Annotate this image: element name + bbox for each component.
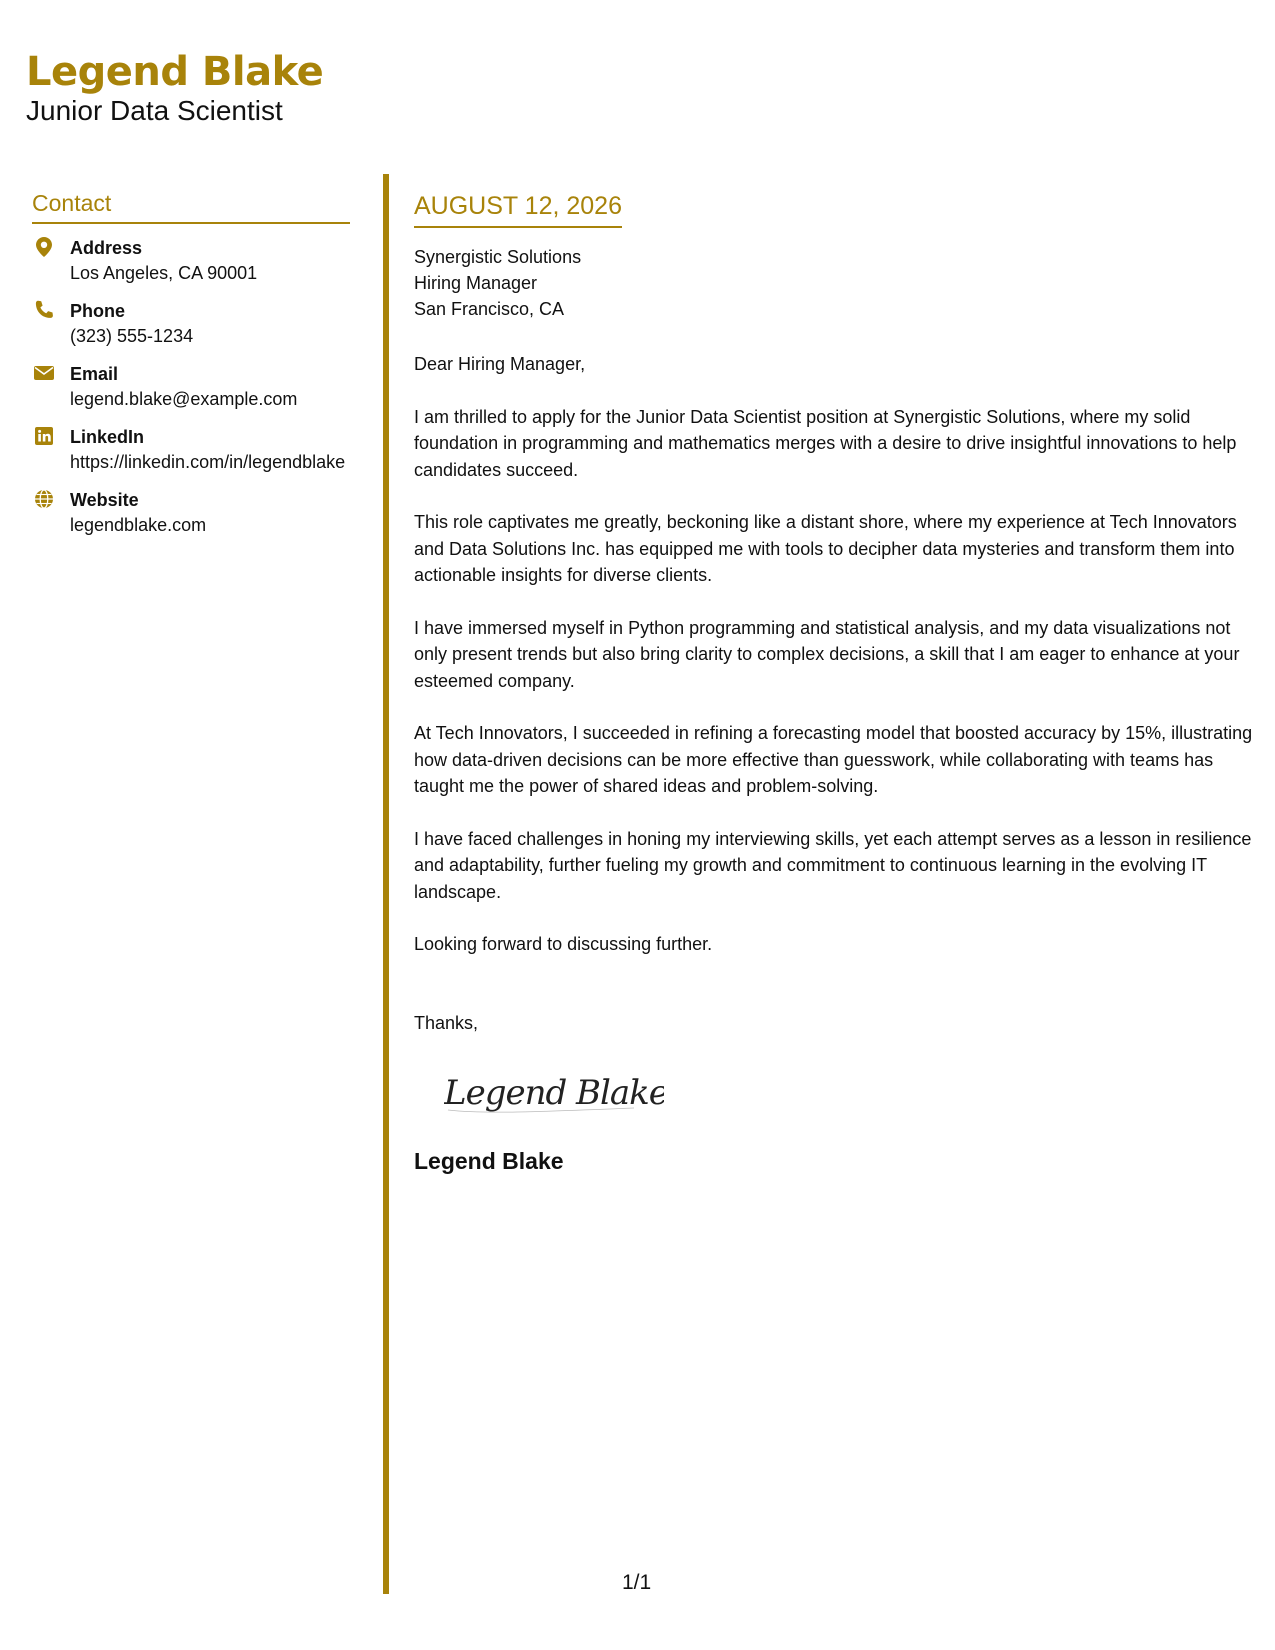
applicant-name: Legend Blake bbox=[26, 49, 324, 95]
phone-icon bbox=[34, 299, 54, 321]
phone-label: Phone bbox=[70, 301, 126, 321]
website-label: Website bbox=[70, 490, 139, 510]
closing: Thanks, bbox=[414, 1012, 479, 1033]
letter-date: AUGUST 12, 2026 bbox=[414, 190, 622, 228]
linkedin-label: LinkedIn bbox=[70, 427, 145, 447]
address-label: Address bbox=[70, 238, 143, 258]
contact-item-address bbox=[32, 236, 350, 286]
envelope-icon bbox=[34, 362, 54, 384]
recipient-role: Hiring Manager bbox=[414, 273, 538, 293]
contact-item-website bbox=[32, 488, 350, 538]
job-title: Junior Data Scientist bbox=[26, 95, 283, 126]
recipient-location: San Francisco, CA bbox=[414, 299, 565, 319]
contact-sidebar bbox=[32, 188, 350, 551]
letter-paragraph: I have faced challenges in honing my interviewing skills, yet each attempt serves as a lesson in resilience and adaptability, further fueling my growth and commitment to continuous learning in the evolving IT landscape. bbox=[414, 828, 1252, 902]
contact-item-phone bbox=[32, 299, 350, 349]
letter-paragraph: At Tech Innovators, I succeeded in refining a forecasting model that boosted accuracy by 15%, illustrating how data-driven decisions can be more effective than guesswork, while collaborating with teams has taught me the power of shared ideas and problem-solving. bbox=[414, 723, 1253, 796]
vertical-divider bbox=[383, 174, 389, 1594]
signer-name: Legend Blake bbox=[414, 1148, 564, 1174]
address-value: Los Angeles, CA 90001 bbox=[70, 263, 258, 283]
linkedin-icon bbox=[34, 425, 54, 447]
website-value[interactable]: legendblake.com bbox=[70, 515, 207, 535]
signature-text: Legend Blake bbox=[444, 1073, 664, 1113]
map-pin-icon bbox=[34, 236, 54, 258]
recipient-block bbox=[414, 244, 1254, 322]
email-value[interactable]: legend.blake@example.com bbox=[70, 389, 298, 409]
linkedin-value[interactable]: https://linkedin.com/in/legendblake bbox=[70, 452, 346, 472]
email-label: Email bbox=[70, 364, 119, 384]
phone-value: (323) 555-1234 bbox=[70, 326, 194, 346]
letter-body bbox=[414, 190, 1254, 1176]
contact-heading: Contact bbox=[32, 188, 350, 224]
letter-paragraph: I have immersed myself in Python programming and statistical analysis, and my data visualizations not only present trends but also bring clarity to complex decisions, a skill that I am eager to enhance at your esteemed company. bbox=[414, 617, 1240, 691]
resume-header bbox=[26, 48, 323, 128]
letter-paragraph: Looking forward to discussing further. bbox=[414, 934, 713, 954]
page-number: 1/1 bbox=[622, 1571, 652, 1594]
salutation: Dear Hiring Manager, bbox=[414, 354, 586, 374]
contact-item-email bbox=[32, 362, 350, 412]
letter-paragraph: This role captivates me greatly, beckoning like a distant shore, where my experience at Tech Innovators and Data Solutions Inc. has equipped me with tools to decipher data mysteries and transform them into actionable insights for diverse clients. bbox=[414, 512, 1237, 585]
contact-item-linkedin bbox=[32, 425, 350, 475]
recipient-company: Synergistic Solutions bbox=[414, 247, 582, 267]
globe-icon bbox=[34, 488, 54, 510]
letter-paragraph: I am thrilled to apply for the Junior Data Scientist position at Synergistic Solutions, where my solid foundation in programming and mathematics merges with a desire to drive insightful innovations to help candidates succeed. bbox=[414, 406, 1237, 480]
handwritten-signature bbox=[444, 1062, 1254, 1122]
